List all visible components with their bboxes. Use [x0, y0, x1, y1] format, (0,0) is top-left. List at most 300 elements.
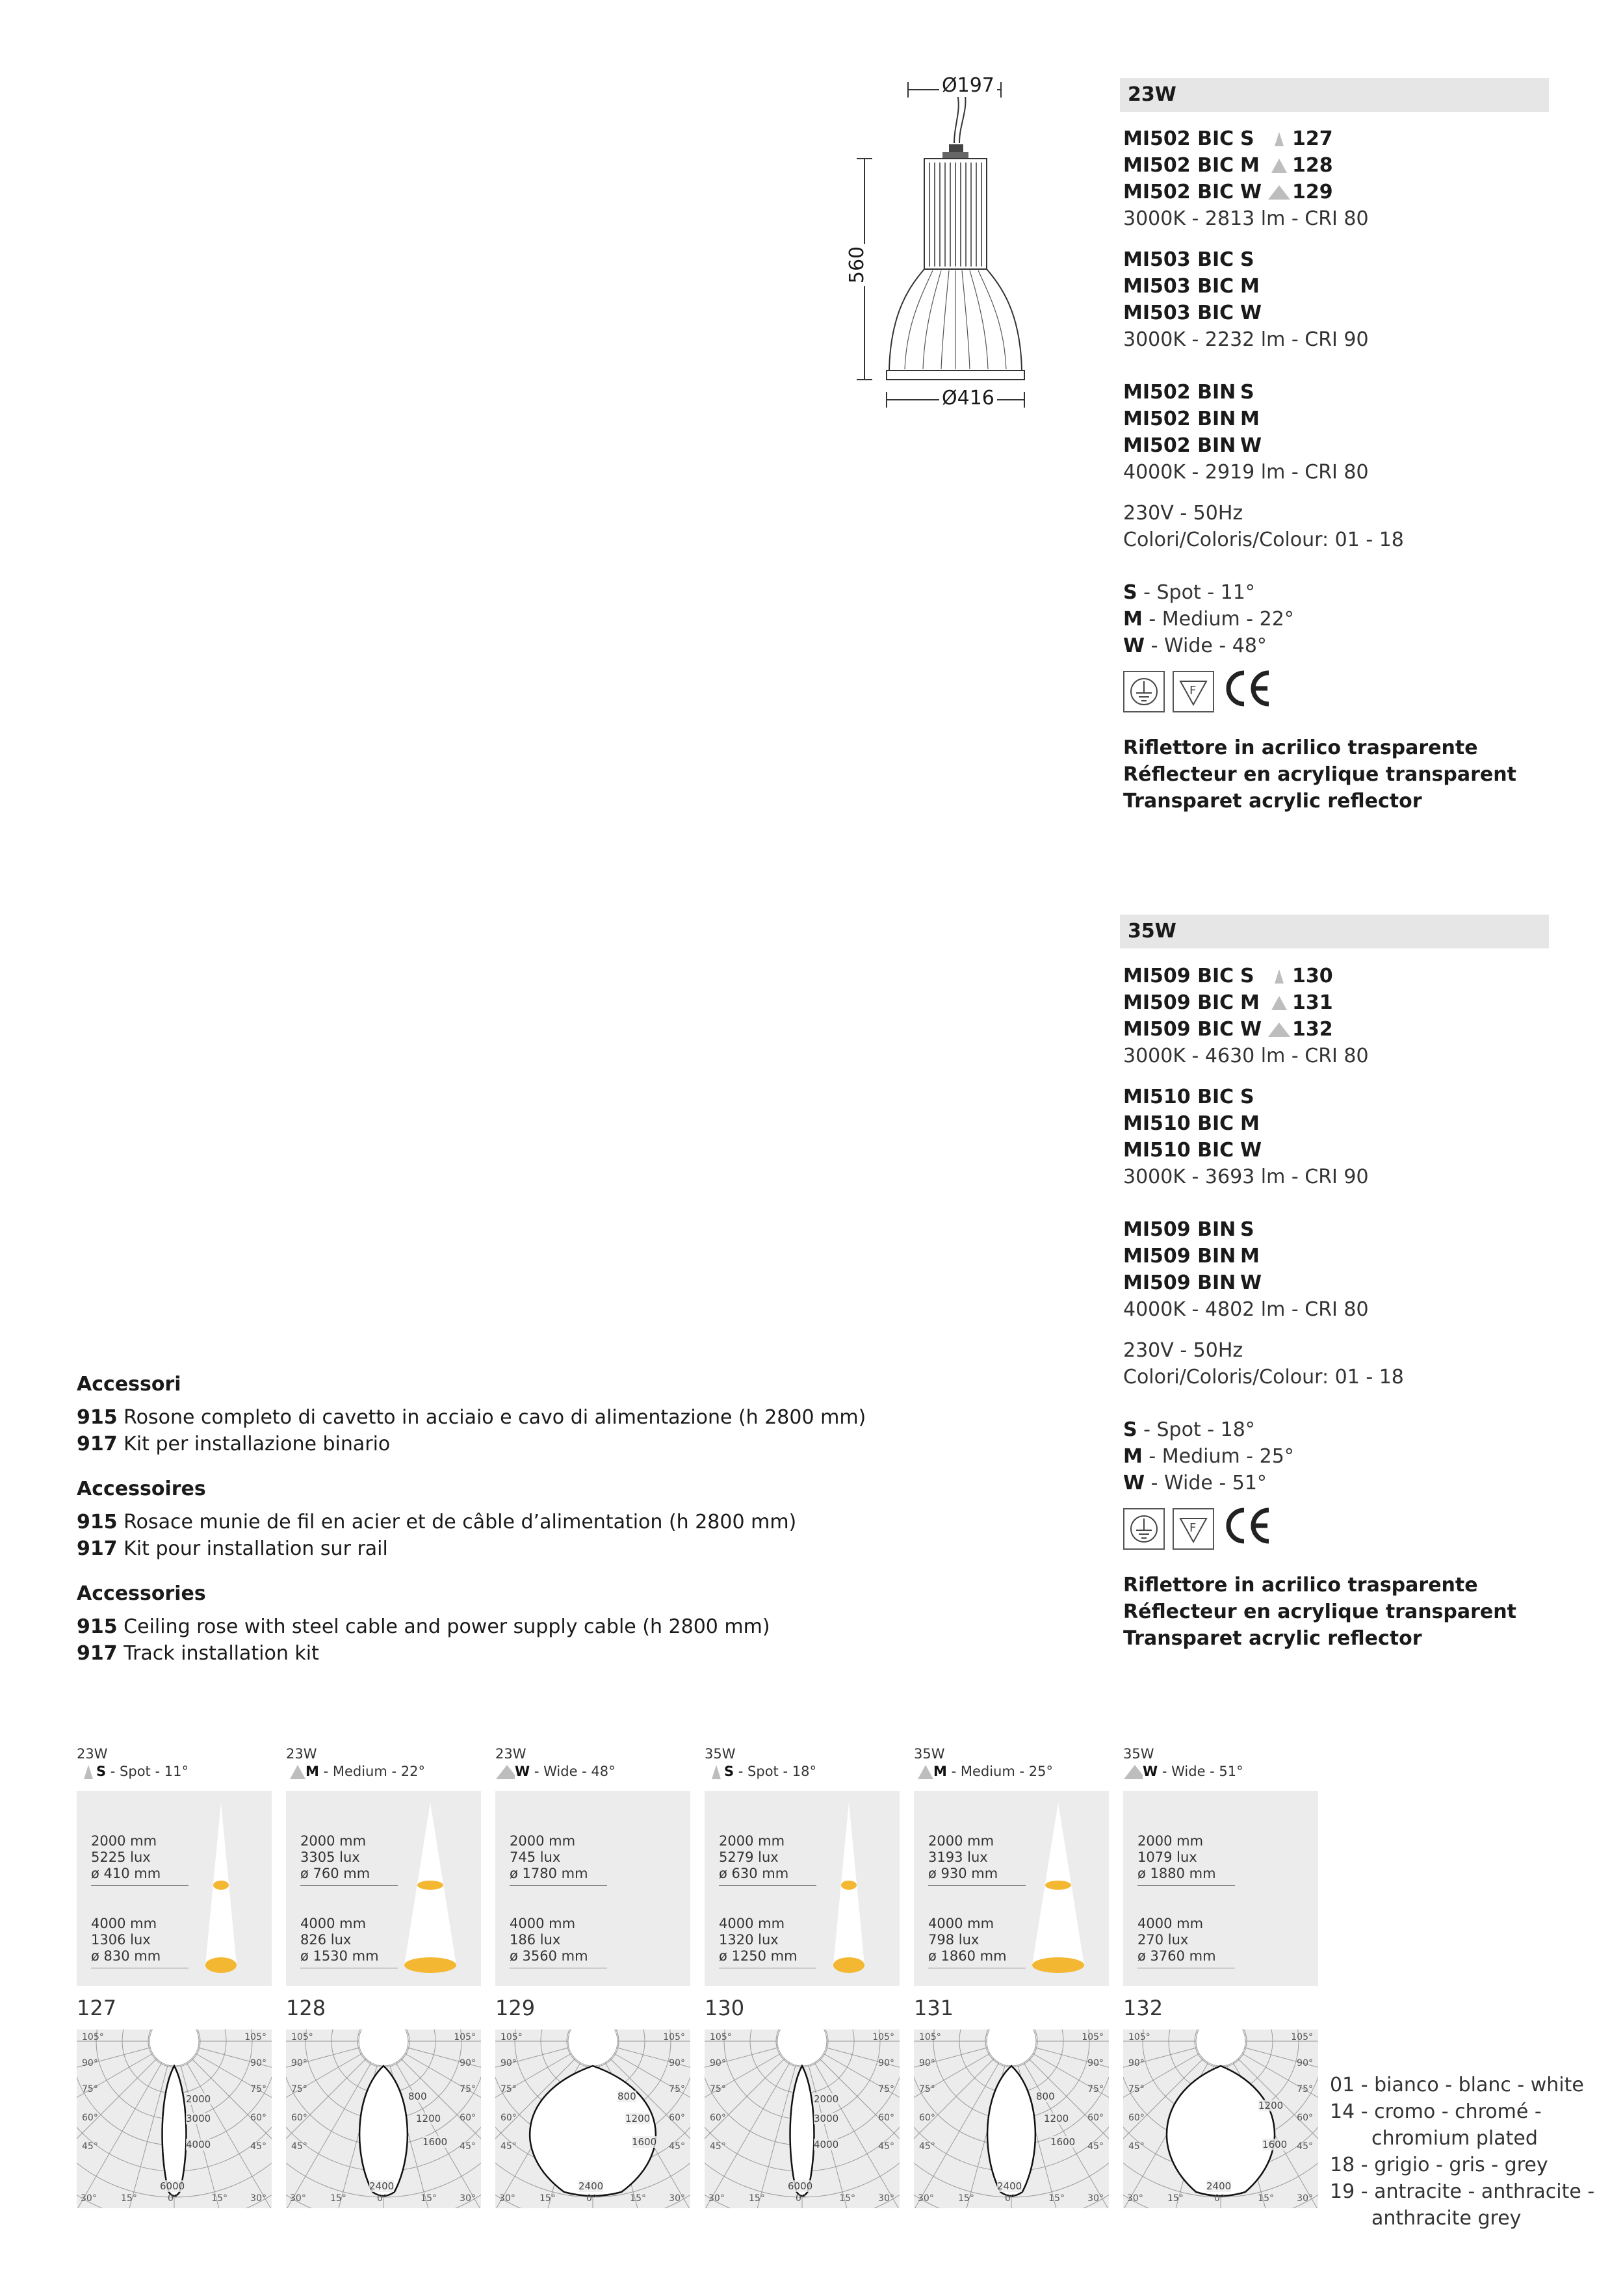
angle-label: 45° [82, 2141, 98, 2152]
product-row [1123, 1110, 1578, 1137]
intensity-label: 6000 [160, 2180, 185, 2192]
triangle-icon [705, 1764, 724, 1781]
divider [510, 1885, 607, 1886]
accessory-item [77, 1613, 987, 1640]
beam-row [1123, 633, 1578, 659]
beam-key: S [1123, 581, 1137, 604]
angle-label: 45° [878, 2141, 894, 2152]
intensity-label: 2400 [997, 2180, 1022, 2192]
earth-class-icon [1123, 671, 1165, 712]
intensity-label: 2400 [578, 2180, 604, 2192]
accessory-code: 915 [77, 1406, 118, 1429]
colours: Colori/Coloris/Colour: 01 - 18 [1123, 1366, 1404, 1389]
angle-label: 60° [291, 2113, 307, 2123]
product-row [1123, 1084, 1578, 1110]
illuminance-panel [914, 1791, 1109, 1986]
beam-row [1123, 1470, 1578, 1496]
accessories [77, 1371, 987, 1685]
accessory-text: Ceiling rose with steel cable and power supply cable (h 2800 mm) [117, 1615, 770, 1638]
spec-line: 3000K - 2232 lm - CRI 90 [1123, 328, 1369, 351]
spacer [1123, 715, 1578, 735]
beam-triangle-icon [77, 1764, 96, 1781]
value: 5279 lux [719, 1849, 779, 1865]
product-code: MI503 BIC [1123, 248, 1234, 271]
angle-label: 75° [500, 2084, 517, 2094]
angle-label: 75° [82, 2084, 98, 2094]
variant: W [1240, 434, 1262, 457]
intensity-label: 4000 [814, 2139, 839, 2150]
variant: S [1240, 1086, 1254, 1108]
legend-item: 14 - cromo - chromé - [1330, 2100, 1542, 2123]
illuminance-panel [495, 1791, 690, 1986]
product-code: MI502 BIN [1123, 381, 1236, 404]
angle-label: 30° [250, 2193, 266, 2204]
angle-label: 105° [291, 2032, 313, 2042]
dimension-height: 560 [846, 244, 868, 286]
angle-label: 0° [796, 2193, 806, 2204]
photometry-ref-number: 132 [1123, 1996, 1163, 2020]
value: 4000 mm [300, 1916, 367, 1931]
photometry-ref-number: 127 [77, 1996, 117, 2020]
angle-label: 30° [1087, 2193, 1104, 2204]
value: ø 630 mm [719, 1866, 789, 1881]
variant: S [1240, 381, 1254, 404]
spec-line: 4000K - 2919 lm - CRI 80 [1123, 461, 1369, 484]
angle-label: 60° [878, 2113, 894, 2123]
illuminance-4000 [719, 1916, 798, 1964]
accessory-text: Rosace munie de fil en acier et de câble d’alimentation (h 2800 mm) [117, 1511, 797, 1533]
intensity-label: 1600 [1050, 2136, 1076, 2148]
angle-label: 105° [1082, 2032, 1104, 2042]
angle-label: 30° [669, 2193, 685, 2204]
spec-line: 4000K - 4802 lm - CRI 80 [1123, 1298, 1369, 1321]
spacer [77, 1398, 987, 1404]
spec-line: 3000K - 2813 lm - CRI 80 [1123, 207, 1369, 230]
product-code: MI510 BIC [1123, 1139, 1234, 1162]
angle-label: 15° [958, 2193, 974, 2204]
product-code: MI502 BIC [1123, 127, 1234, 150]
product-row [1123, 432, 1578, 459]
spacer [77, 1607, 987, 1613]
angle-label: 105° [919, 2032, 941, 2042]
variant: M [1240, 1245, 1260, 1268]
triangle-icon [495, 1764, 515, 1781]
angle-label: 0° [1005, 2193, 1015, 2204]
product-code: MI509 BIN [1123, 1218, 1236, 1241]
product-code: MI502 BIC [1123, 154, 1234, 177]
angle-label: 105° [454, 2032, 476, 2042]
variant: S [1240, 965, 1254, 987]
intensity-label: 1200 [625, 2113, 651, 2124]
variant: M [1240, 1112, 1260, 1135]
angle-label: 30° [290, 2193, 306, 2204]
beam-triangle-icon [1266, 968, 1292, 985]
spacer [1123, 1323, 1578, 1337]
spacer [1123, 1552, 1578, 1572]
value: 1306 lux [91, 1932, 151, 1948]
intensity-lobe [1167, 2066, 1275, 2196]
product-code: MI510 BIC [1123, 1086, 1234, 1108]
variant: M [1240, 154, 1260, 177]
beam-key: M [305, 1764, 319, 1779]
spec-line: 3000K - 4630 lm - CRI 80 [1123, 1045, 1369, 1067]
polar-diagram [286, 2029, 481, 2208]
product-row [1123, 300, 1578, 326]
beam-name: - Medium - 25° [946, 1764, 1053, 1779]
reflector-text: Riflettore in acrilico trasparente [1123, 1574, 1478, 1597]
f-mark-icon [1173, 671, 1214, 712]
wattage: 35W [705, 1746, 736, 1762]
variant: S [1240, 248, 1254, 271]
variant: W [1240, 302, 1262, 324]
value: 2000 mm [91, 1833, 157, 1849]
beam-row [1123, 579, 1578, 606]
variant: M [1240, 991, 1260, 1014]
photometry-header [77, 1745, 272, 1781]
product-row [1123, 1270, 1578, 1296]
angle-label: 60° [669, 2113, 685, 2123]
photometry-header [914, 1745, 1109, 1781]
pendant-lamp-drawing [845, 65, 1066, 416]
value: 2000 mm [300, 1833, 367, 1849]
spacer [77, 1502, 987, 1509]
angle-label: 30° [918, 2193, 934, 2204]
value: ø 410 mm [91, 1866, 161, 1881]
beam-key: W [515, 1764, 530, 1779]
beam-triangle-icon [1266, 157, 1292, 174]
intensity-label: 1600 [632, 2136, 657, 2148]
angle-label: 75° [710, 2084, 726, 2094]
value: 5225 lux [91, 1849, 151, 1865]
wattage: 35W [1123, 1746, 1154, 1762]
beam-key: W [1123, 634, 1145, 657]
angle-label: 75° [919, 2084, 935, 2094]
beam-label [286, 1763, 481, 1781]
svg-text:F: F [1189, 684, 1197, 698]
wattage: 23W [77, 1746, 108, 1762]
angle-label: 75° [669, 2084, 685, 2094]
dimension-top: Ø197 [939, 74, 997, 97]
triangle-icon [1267, 1021, 1291, 1038]
intensity-label: 2000 [814, 2093, 839, 2105]
product-code: MI503 BIC [1123, 302, 1234, 324]
beam-triangle-icon [1266, 1021, 1292, 1038]
angle-label: 45° [1128, 2141, 1145, 2152]
angle-label: 90° [82, 2058, 98, 2068]
intensity-label: 2400 [369, 2180, 395, 2192]
beam-key: M [1123, 1445, 1143, 1468]
angle-label: 30° [460, 2193, 476, 2204]
angle-label: 75° [1087, 2084, 1104, 2094]
value: ø 1880 mm [1137, 1866, 1216, 1881]
beam-value: - Wide - 48° [1145, 634, 1267, 657]
illuminance-panel [1123, 1791, 1318, 1986]
value: 186 lux [510, 1932, 561, 1948]
polar-diagram [914, 2029, 1109, 2208]
legend-item: chromium plated [1371, 2127, 1538, 2150]
beam-row [1123, 1443, 1578, 1470]
accessory-code: 917 [77, 1537, 118, 1560]
angle-label: 90° [500, 2058, 517, 2068]
angle-label: 105° [82, 2032, 104, 2042]
value: ø 1250 mm [719, 1948, 798, 1964]
wattage: 23W [286, 1746, 317, 1762]
intensity-label: 2400 [1206, 2180, 1232, 2192]
accessory-item [77, 1640, 987, 1667]
value: 2000 mm [928, 1833, 994, 1849]
angle-label: 30° [1297, 2193, 1313, 2204]
photometry-ref: 132 [1292, 1018, 1333, 1041]
product-row [1123, 406, 1578, 432]
angle-label: 30° [1127, 2193, 1143, 2204]
angle-label: 0° [586, 2193, 597, 2204]
angle-label: 60° [919, 2113, 935, 2123]
beam-row [1123, 1416, 1578, 1443]
product-row [1123, 1137, 1578, 1164]
product-code: MI509 BIC [1123, 1018, 1234, 1041]
product-row [1123, 1016, 1578, 1043]
photometry-ref: 128 [1292, 154, 1333, 177]
beam-triangle-icon [914, 1764, 933, 1781]
variant: S [1240, 127, 1254, 150]
product-row [1123, 246, 1578, 273]
beam-value: - Wide - 51° [1145, 1472, 1267, 1494]
photometry-header [286, 1745, 481, 1781]
accessory-code: 915 [77, 1511, 118, 1533]
value: ø 1530 mm [300, 1948, 379, 1964]
angle-label: 60° [1297, 2113, 1313, 2123]
product-row [1123, 152, 1578, 179]
angle-label: 30° [708, 2193, 725, 2204]
beam-name: - Spot - 18° [734, 1764, 816, 1779]
beam-key: S [1123, 1418, 1137, 1441]
beam-name: - Wide - 51° [1158, 1764, 1243, 1779]
variant: M [1240, 275, 1260, 298]
angle-label: 45° [250, 2141, 266, 2152]
illuminance-2000 [91, 1833, 161, 1882]
photometry-ref-number: 128 [286, 1996, 326, 2020]
value: 4000 mm [510, 1916, 576, 1931]
angle-label: 30° [499, 2193, 515, 2204]
spacer [1123, 1390, 1578, 1416]
value: ø 3760 mm [1137, 1948, 1216, 1964]
beam-triangle-icon [1123, 1764, 1143, 1781]
triangle-icon [1123, 1764, 1143, 1781]
spec-line: 3000K - 3693 lm - CRI 90 [1123, 1166, 1369, 1188]
polar-diagram [495, 2029, 690, 2208]
product-code: MI502 BIN [1123, 408, 1236, 430]
value: 2000 mm [510, 1833, 576, 1849]
angle-label: 60° [1087, 2113, 1104, 2123]
angle-label: 105° [872, 2032, 894, 2042]
product-row [1123, 379, 1578, 406]
angle-label: 0° [1214, 2193, 1225, 2204]
accessory-text: Track installation kit [117, 1642, 319, 1665]
angle-label: 105° [663, 2032, 685, 2042]
angle-label: 105° [1291, 2032, 1313, 2042]
product-code: MI509 BIC [1123, 991, 1234, 1014]
colours: Colori/Coloris/Colour: 01 - 18 [1123, 528, 1404, 551]
angle-label: 30° [81, 2193, 97, 2204]
angle-label: 15° [211, 2193, 227, 2204]
product-row [1123, 963, 1578, 989]
value: 826 lux [300, 1932, 352, 1948]
value: 2000 mm [719, 1833, 785, 1849]
angle-label: 105° [1128, 2032, 1150, 2042]
intensity-label: 4000 [186, 2139, 211, 2150]
beam-triangle-icon [1266, 184, 1292, 201]
angle-label: 75° [250, 2084, 266, 2094]
intensity-label: 1600 [1262, 2139, 1288, 2150]
triangle-icon [1267, 995, 1291, 1011]
accessory-item [77, 1535, 987, 1562]
beam-name: - Medium - 22° [318, 1764, 425, 1779]
photometry-ref: 129 [1292, 181, 1333, 203]
angle-label: 15° [121, 2193, 137, 2204]
angle-label: 0° [377, 2193, 387, 2204]
reflector-text: Transparet acrylic reflector [1123, 1627, 1422, 1650]
angle-label: 75° [460, 2084, 476, 2094]
accessory-code: 917 [77, 1433, 118, 1455]
polar-diagram [705, 2029, 900, 2208]
legend-item: 18 - grigio - gris - grey [1330, 2154, 1548, 2176]
value: ø 930 mm [928, 1866, 998, 1881]
reflector-text: Riflettore in acrilico trasparente [1123, 737, 1478, 759]
angle-label: 45° [669, 2141, 685, 2152]
divider [928, 1885, 1026, 1886]
intensity-label: 2000 [186, 2093, 211, 2105]
product-row [1123, 1216, 1578, 1243]
group-35w [1123, 963, 1578, 1652]
ce-mark-icon [1222, 668, 1274, 716]
spacer [1123, 553, 1578, 579]
legend-item: 19 - antracite - anthracite - [1330, 2180, 1595, 2203]
product-code: MI509 BIN [1123, 1272, 1236, 1294]
value: ø 830 mm [91, 1948, 161, 1964]
spacer [1123, 232, 1578, 246]
intensity-label: 1200 [1044, 2113, 1069, 2124]
value: 4000 mm [91, 1916, 157, 1931]
angle-label: 105° [710, 2032, 732, 2042]
illuminance-4000 [928, 1916, 1007, 1964]
value: 798 lux [928, 1932, 980, 1948]
angle-label: 60° [710, 2113, 726, 2123]
angle-label: 105° [244, 2032, 266, 2042]
illuminance-2000 [719, 1833, 788, 1882]
value: 4000 mm [928, 1916, 994, 1931]
angle-label: 60° [500, 2113, 517, 2123]
intensity-label: 6000 [788, 2180, 813, 2192]
photometry-header [705, 1745, 900, 1781]
angle-label: 90° [710, 2058, 726, 2068]
product-drawing [845, 65, 1066, 416]
legend-item: 01 - bianco - blanc - white [1330, 2074, 1584, 2096]
triangle-icon [914, 1764, 933, 1781]
accessory-code: 917 [77, 1642, 118, 1665]
beam-value: - Medium - 25° [1142, 1445, 1294, 1468]
angle-label: 90° [1297, 2058, 1313, 2068]
angle-label: 60° [250, 2113, 266, 2123]
variant: W [1240, 181, 1262, 203]
value: ø 1860 mm [928, 1948, 1007, 1964]
value: 1320 lux [719, 1932, 779, 1948]
angle-label: 45° [460, 2141, 476, 2152]
photometry-ref: 130 [1292, 965, 1333, 987]
accessory-item [77, 1431, 987, 1457]
illuminance-2000 [1137, 1833, 1216, 1882]
product-row [1123, 273, 1578, 300]
divider [91, 1885, 188, 1886]
accessory-item [77, 1509, 987, 1535]
intensity-label: 800 [617, 2091, 636, 2102]
beam-label [705, 1763, 900, 1781]
accessory-item [77, 1404, 987, 1431]
illuminance-panel [77, 1791, 272, 1986]
intensity-label: 800 [1036, 2091, 1055, 2102]
intensity-lobe [790, 2066, 814, 2196]
triangle-icon [1267, 131, 1291, 148]
product-row [1123, 1243, 1578, 1270]
value: 3305 lux [300, 1849, 360, 1865]
beam-value: - Spot - 11° [1137, 581, 1255, 604]
angle-label: 15° [1048, 2193, 1065, 2204]
f-mark-icon [1173, 1508, 1214, 1550]
polar-diagram [77, 2029, 272, 2208]
header-35w: 35W [1120, 915, 1549, 948]
accessory-text: Rosone completo di cavetto in acciaio e cavo di alimentazione (h 2800 mm) [117, 1406, 866, 1429]
illuminance-4000 [300, 1916, 379, 1964]
spacer [1123, 1069, 1578, 1084]
angle-label: 75° [878, 2084, 894, 2094]
value: 270 lux [1137, 1932, 1189, 1948]
legend-item: anthracite grey [1371, 2207, 1522, 2230]
angle-label: 45° [1087, 2141, 1104, 2152]
value: 2000 mm [1137, 1833, 1204, 1849]
intensity-lobe [162, 2066, 187, 2196]
illuminance-2000 [510, 1833, 588, 1882]
product-row [1123, 179, 1578, 205]
spacer [77, 1667, 987, 1685]
angle-label: 15° [421, 2193, 437, 2204]
value: ø 3560 mm [510, 1948, 588, 1964]
photometry-header [1123, 1745, 1318, 1781]
beam-key: S [96, 1764, 107, 1779]
angle-label: 60° [82, 2113, 98, 2123]
variant: M [1240, 408, 1260, 430]
beam-key: M [933, 1764, 947, 1779]
angle-label: 15° [539, 2193, 556, 2204]
group-23w [1123, 125, 1578, 815]
photometry-ref: 127 [1292, 127, 1333, 150]
illuminance-2000 [928, 1833, 998, 1882]
variant: W [1240, 1018, 1262, 1041]
beam-triangle-icon [495, 1764, 515, 1781]
variant: W [1240, 1272, 1262, 1294]
angle-label: 15° [1167, 2193, 1184, 2204]
beam-label [1123, 1763, 1318, 1781]
angle-label: 60° [1128, 2113, 1145, 2123]
variant: W [1240, 1139, 1262, 1162]
divider [1137, 1885, 1235, 1886]
certification-marks [1123, 1506, 1578, 1552]
intensity-label: 800 [408, 2091, 427, 2102]
intensity-lobe [987, 2066, 1035, 2196]
intensity-label: 3000 [186, 2113, 211, 2124]
triangle-icon [1267, 157, 1291, 174]
polar-diagram [1123, 2029, 1318, 2208]
illuminance-panel [286, 1791, 481, 1986]
divider [719, 1885, 816, 1886]
